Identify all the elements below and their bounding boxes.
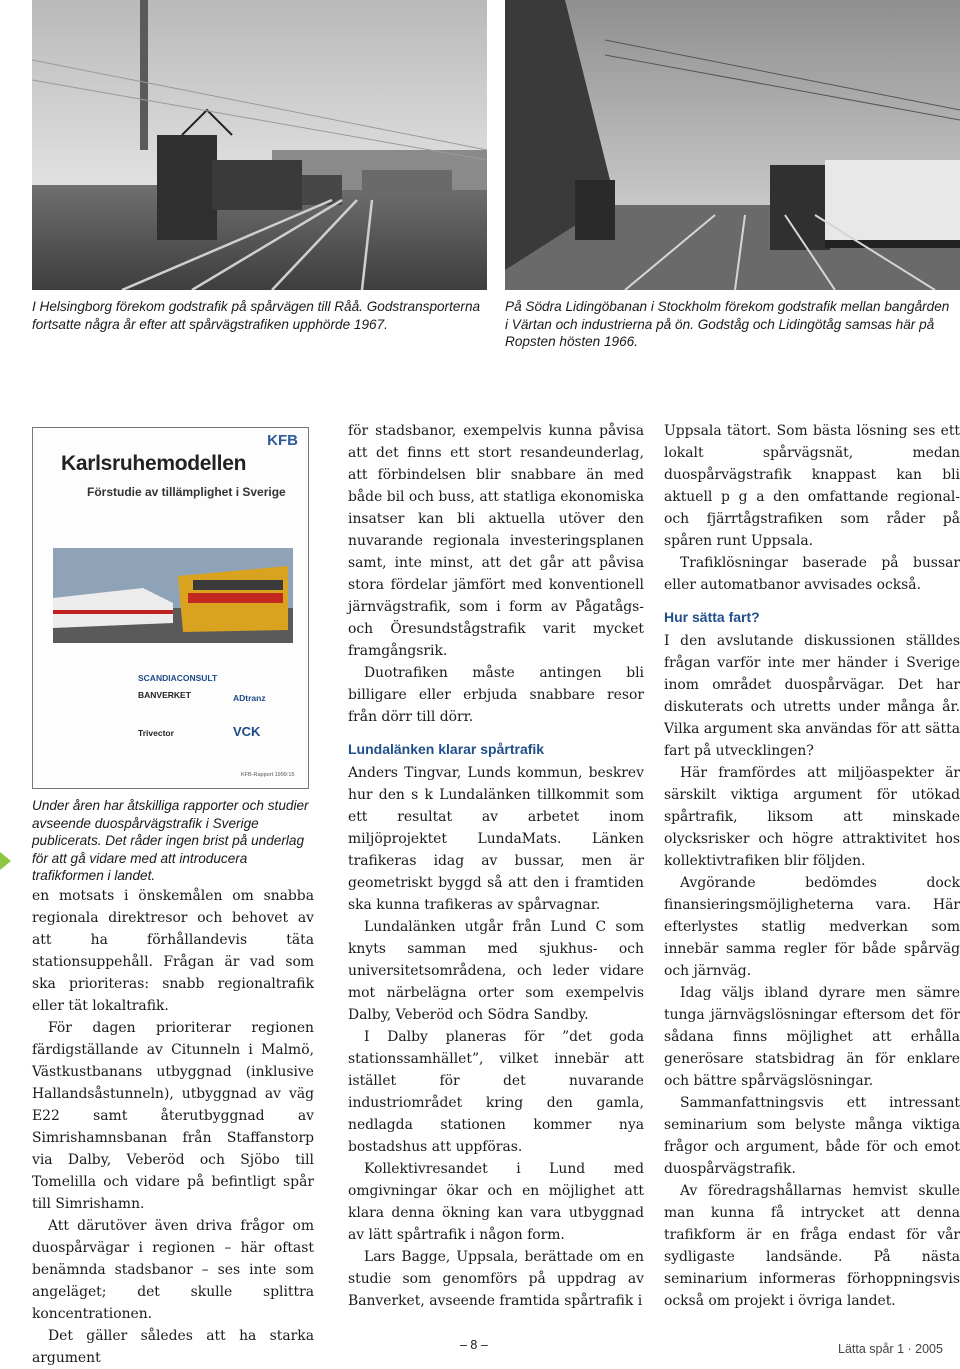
publication-name: Lätta spår 1 · 2005 xyxy=(838,1342,943,1356)
logo-trivector: Trivector xyxy=(138,728,174,738)
report-subtitle: Förstudie av tillämplighet i Sverige xyxy=(87,485,286,499)
col2-paragraph: I Dalby planeras för ”det goda stationssamhället”, vilket innebär att istället för det nuvarande industriområdet kring den gamla, nedlagda stationen kommer nya bostadshus att uppföras. xyxy=(348,1029,644,1155)
col1-paragraph: För dagen prioriterar regionen färdigställande av Citunneln i Malmö, Västkustbanans utbyggnad (inklusive Hallandsåstunneln), utbyggnad av väg E22 samt återutbyggnad av Simrishamnsbanan från Staffanstorp via Dalby, Veberöd och Sjöbo till Tomelilla och vidare på befintligt spår till Simrishamn. xyxy=(32,1020,314,1212)
col3-paragraph: Uppsala tätort. Som bästa lösning ses ett lokalt spårvägsnät, medan duospårvägstrafik knappast kan bli aktuell p g a den omfattande regional- och fjärrtågstrafiken som råder på spåren runt Uppsala. xyxy=(664,423,960,549)
col2-paragraph: Lundalänken utgår från Lund C som knyts samman med sjukhus- och universitetsområdena, och leder vidare mot närbelägna orter som exempelvis Dalby, Veberöd och Södra Sandby. xyxy=(348,919,644,1023)
col3-paragraph: Trafiklösningar baserade på bussar eller automatbanor avvisades också. xyxy=(664,555,960,593)
report-cover-image xyxy=(32,427,309,789)
logo-banverket: BANVERKET xyxy=(138,690,191,700)
page-number: – 8 – xyxy=(460,1338,488,1352)
col3-paragraph: Här framfördes att miljöaspekter är särskilt viktiga argument för utökad spårtrafik, liksom att minskade olycksrisker och högre attraktivitet hos kollektivtrafiken blir följden. xyxy=(664,765,960,869)
logo-vck: VCK xyxy=(233,724,261,739)
column-1 xyxy=(32,885,314,1369)
col3-paragraph: Av föredragshållarnas hemvist skulle man kunna få intrycket att denna trafikform är en fråga endast för vår sydligaste landsände. På nästa seminarium informeras förhoppningsvis också om projekt i övriga landet. xyxy=(664,1183,960,1309)
col2-paragraph: Anders Tingvar, Lunds kommun, beskrev hur den s k Lundalänken tillkommit som ett resultat av arbetet inom miljöprojektet LundaMats. Länken trafikeras idag av bussar, men är geometriskt byggd så att den i framtiden ska kunna trafikeras av spårvagnar. xyxy=(348,765,644,913)
col2-paragraph: Lars Bagge, Uppsala, berättade om en studie som genomförs på uppdrag av Banverket, avseende framtida spårtrafik i xyxy=(348,1249,644,1309)
kfb-logo: KFB xyxy=(267,432,298,449)
report-caption: Under åren har åtskilliga rapporter och studier avseende duospårvägstrafik i Sverige publicerats. Det råder ingen brist på underlag för att gå vidare med att introducera trafikformen i landet. xyxy=(32,798,309,883)
logo-adtranz: ADtranz xyxy=(233,693,266,703)
column-3 xyxy=(664,420,960,1312)
section-heading-hur-satta-fart: Hur sätta fart? xyxy=(664,609,760,625)
col3-paragraph: I den avslutande diskussionen ställdes frågan varför inte mer händer i Sverige inom området duospårvägar. Det har diskuterats och utretts under många år. Vilka argument ska användas för att sätta fart på utvecklingen? xyxy=(664,633,960,759)
photo-lidingobanan xyxy=(505,0,960,290)
photo-helsingborg xyxy=(32,0,487,290)
logo-scandiaconsult: SCANDIACONSULT xyxy=(138,673,218,683)
col2-paragraph: Duotrafiken måste antingen bli billigare eller erbjuda snabbare resor från dörr till dörr. xyxy=(348,665,644,725)
col1-paragraph: Att därutöver även driva frågor om duospårvägar i regionen – här oftast benämnda stadsbanor – ses inte som angeläget; det skulle splittra koncentrationen. xyxy=(32,1218,314,1322)
col3-paragraph: Avgörande bedömdes dock finansieringsmöjligheterna vara. Här efterlystes statlig medverkan som innebär samma regler för både spårväg och järnväg. xyxy=(664,875,960,979)
col3-paragraph: Idag väljs ibland dyrare men sämre tunga järnvägslösningar eftersom det för sådana finns möjlighet att erhålla generösare statsbidrag än för enklare och bättre spårvägslösningar. xyxy=(664,985,960,1089)
col2-paragraph: Kollektivresandet i Lund med omgivningar ökar och en möjlighet att klara denna ökning kan vara utbyggnad av lätt spårtrafik i någon form. xyxy=(348,1161,644,1243)
report-number: KFB-Rapport 1999:15 xyxy=(241,772,295,778)
train-photo xyxy=(53,548,293,643)
photo-caption-right: På Södra Lidingöbanan i Stockholm förekom godstrafik mellan bangården i Värtan och industrierna på ön. Godståg och Lidingötåg samsas här på Ropsten hösten 1966. xyxy=(505,299,950,349)
column-2 xyxy=(348,420,644,1312)
continuation-arrow-icon xyxy=(0,852,11,870)
section-heading-lundalanken: Lundalänken klarar spårtrafik xyxy=(348,741,545,757)
photo-caption-left: I Helsingborg förekom godstrafik på spårvägen till Råå. Godstransporterna fortsatte några år efter att spårvägstrafiken upphörde 1967. xyxy=(32,299,481,332)
col3-paragraph: Sammanfattningsvis ett intressant seminarium som belyste många viktiga frågor och argument, både för och emot duospårvägstrafik. xyxy=(664,1095,960,1177)
col1-paragraph: Det gäller således att ha starka argument xyxy=(32,1328,314,1366)
col2-paragraph: för stadsbanor, exempelvis kunna påvisa att det finns ett stort resandeunderlag, att förbindelsen blir snabbare än med både bil och buss, att statliga ekonomiska insatser kan bli aktuella utöver den nuvarande regionala investeringsplanen samt, inte minst, att det går att påvisa stora fördelar jämfört med konventionell järnvägstrafik, som i form av Pågatågs- och Öresundstågstrafik varit mycket framgångsrik. xyxy=(348,423,644,659)
col1-paragraph: en motsats i önskemålen om snabba regionala direktresor och behovet av att ha förhållandevis täta stationsuppehåll. Frågan är vad som ska prioriteras: snabb regionaltrafik eller tät lokaltrafik. xyxy=(32,888,314,1014)
report-title: Karlsruhemodellen xyxy=(61,452,247,475)
